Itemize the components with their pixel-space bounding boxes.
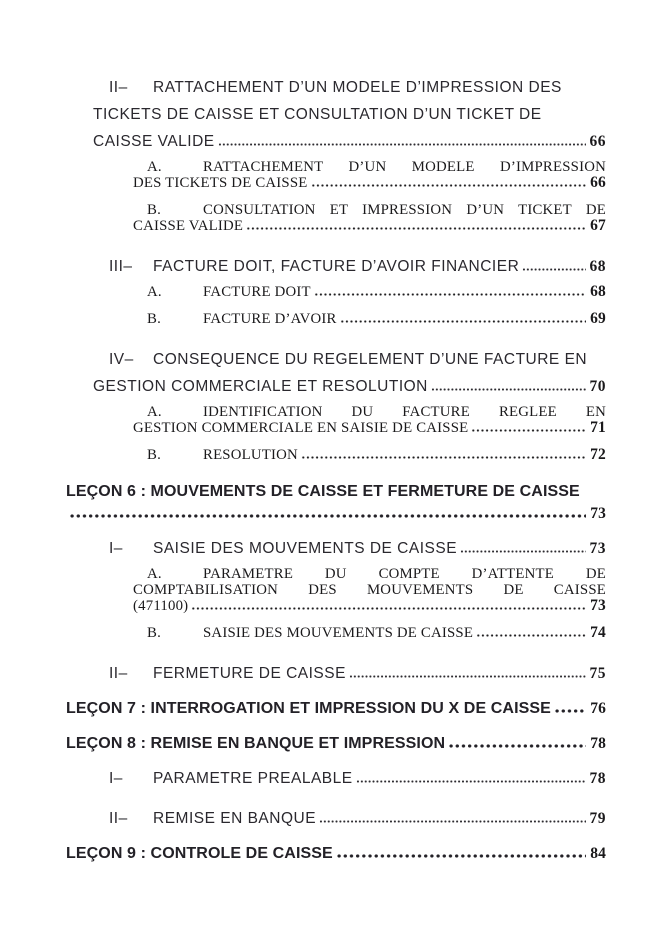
entry-text: CAISSE VALIDE — [133, 218, 244, 234]
toc-entry[interactable] — [66, 733, 606, 755]
toc-entry[interactable] — [66, 481, 606, 525]
page-number: 66 — [590, 174, 606, 191]
dot-leader — [69, 514, 586, 518]
dot-leader — [460, 550, 585, 553]
page-number: 76 — [590, 700, 606, 717]
entry-text: CAISSE VALIDE — [93, 133, 215, 150]
page-number: 79 — [589, 810, 606, 827]
entry-text: GESTION COMMERCIALE EN SAISIE DE CAISSE — [133, 420, 469, 436]
dot-leader — [448, 744, 586, 748]
entry-number: B. — [147, 447, 161, 463]
toc-line — [93, 128, 606, 155]
entry-text: PARAMETRE PREALABLE — [153, 770, 353, 787]
toc-entry[interactable] — [66, 843, 606, 865]
toc-entry[interactable] — [93, 346, 606, 400]
dot-leader — [246, 227, 586, 230]
toc-line — [133, 598, 606, 614]
toc-entry[interactable] — [133, 311, 606, 327]
page-number: 70 — [589, 378, 606, 395]
page-number: 73 — [589, 540, 606, 557]
toc-line — [66, 698, 606, 720]
toc-entry[interactable] — [66, 698, 606, 720]
toc-entry[interactable] — [93, 535, 606, 562]
toc-entry[interactable] — [133, 447, 606, 463]
dot-leader — [349, 675, 586, 678]
entry-text: LEÇON 8 : REMISE EN BANQUE ET IMPRESSION — [66, 735, 446, 752]
dot-leader — [314, 293, 586, 296]
toc-entry[interactable] — [133, 202, 606, 234]
entry-text: CONSEQUENCE DU REGELEMENT D’UNE FACTURE EN — [153, 351, 588, 368]
toc-line — [133, 582, 606, 598]
toc-entry[interactable] — [93, 660, 606, 687]
entry-text: FERMETURE DE CAISSE — [153, 665, 346, 682]
toc-line — [93, 535, 606, 562]
entry-number: B. — [147, 311, 161, 327]
entry-number: II– — [109, 810, 128, 827]
toc-line — [133, 447, 606, 463]
entry-number: IV– — [109, 351, 134, 368]
dot-leader — [471, 429, 586, 432]
toc-line — [93, 373, 606, 400]
entry-text: SAISIE DES MOUVEMENTS DE CAISSE — [153, 540, 458, 557]
toc-line — [133, 420, 606, 436]
page-number: 67 — [590, 217, 606, 234]
entry-text: LEÇON 9 : CONTROLE DE CAISSE — [66, 845, 333, 862]
entry-number: A. — [147, 566, 162, 582]
page-number: 74 — [590, 624, 606, 641]
entry-text: LEÇON 7 : INTERROGATION ET IMPRESSION DU X DE CAISSE — [66, 700, 551, 717]
toc-line — [133, 284, 606, 300]
page-number: 78 — [590, 735, 606, 752]
toc-line — [66, 481, 606, 503]
entry-text: RATTACHEMENT D’UN MODELE D’IMPRESSION DES — [153, 79, 562, 96]
dot-leader — [191, 607, 586, 610]
entry-text: LEÇON 6 : MOUVEMENTS DE CAISSE ET FERMETURE DE CAISSE — [66, 483, 580, 500]
page-number: 75 — [589, 665, 606, 682]
entry-text: RATTACHEMENT D’UN MODELE D’IMPRESSION — [203, 159, 606, 175]
page-number: 84 — [590, 845, 606, 862]
toc-entry[interactable] — [93, 805, 606, 832]
page-number: 71 — [590, 419, 606, 436]
entry-text: IDENTIFICATION DU FACTURE REGLEE EN — [203, 404, 606, 420]
toc-line — [93, 660, 606, 687]
toc-line — [133, 175, 606, 191]
toc-line — [66, 733, 606, 755]
entry-number: I– — [109, 540, 123, 557]
toc-entry[interactable] — [133, 284, 606, 300]
dot-leader — [336, 854, 586, 858]
entry-text: COMPTABILISATION DES MOUVEMENTS DE CAISSE — [133, 582, 606, 598]
dot-leader — [554, 709, 586, 713]
dot-leader — [431, 388, 586, 391]
entry-text: FACTURE DOIT — [203, 284, 311, 300]
toc-line — [93, 101, 606, 128]
toc-entry[interactable] — [133, 404, 606, 436]
toc-line — [66, 503, 606, 525]
toc-line — [93, 74, 606, 101]
dot-leader — [319, 820, 585, 823]
toc-entry[interactable] — [133, 625, 606, 641]
page-number: 66 — [589, 133, 606, 150]
entry-text: TICKETS DE CAISSE ET CONSULTATION D’UN TICKET DE — [93, 106, 542, 123]
toc-entry[interactable] — [133, 566, 606, 614]
entry-number: B. — [147, 202, 161, 218]
entry-number: B. — [147, 625, 161, 641]
page-number: 73 — [590, 505, 606, 522]
dot-leader — [311, 184, 587, 187]
entry-text: (471100) — [133, 598, 189, 614]
toc-line — [133, 566, 606, 582]
entry-text: RESOLUTION — [203, 447, 298, 463]
dot-leader — [218, 143, 586, 146]
page-number: 72 — [590, 446, 606, 463]
dot-leader — [340, 320, 587, 323]
entry-text: DES TICKETS DE CAISSE — [133, 175, 308, 191]
toc-line — [93, 346, 606, 373]
entry-text: GESTION COMMERCIALE ET RESOLUTION — [93, 378, 428, 395]
dot-leader — [301, 456, 586, 459]
page-number: 73 — [590, 597, 606, 614]
entry-text: FACTURE D’AVOIR — [203, 311, 337, 327]
entry-text: FACTURE DOIT, FACTURE D’AVOIR FINANCIER — [153, 258, 520, 275]
entry-number: I– — [109, 770, 123, 787]
page-number: 68 — [590, 283, 606, 300]
toc-line — [133, 218, 606, 234]
toc-line — [93, 805, 606, 832]
entry-text: SAISIE DES MOUVEMENTS DE CAISSE — [203, 625, 474, 641]
page-number: 68 — [589, 258, 606, 275]
dot-leader — [476, 634, 586, 637]
toc-line — [133, 404, 606, 420]
toc-line — [133, 625, 606, 641]
entry-number: III– — [109, 258, 133, 275]
entry-number: II– — [109, 79, 128, 96]
toc-entry[interactable] — [93, 253, 606, 280]
entry-text: REMISE EN BANQUE — [153, 810, 317, 827]
page-number: 78 — [589, 770, 606, 787]
toc-entry[interactable] — [133, 159, 606, 191]
entry-text: CONSULTATION ET IMPRESSION D’UN TICKET DE — [203, 202, 606, 218]
toc-entry[interactable] — [93, 765, 606, 792]
entry-text: PARAMETRE DU COMPTE D’ATTENTE DE — [203, 566, 606, 582]
toc-line — [133, 202, 606, 218]
toc-line — [93, 253, 606, 280]
toc-line — [66, 843, 606, 865]
dot-leader — [522, 268, 585, 271]
page-number: 69 — [590, 310, 606, 327]
entry-number: II– — [109, 665, 128, 682]
toc-entry[interactable] — [93, 74, 606, 155]
toc-line — [133, 311, 606, 327]
entry-number: A. — [147, 404, 162, 420]
entry-number: A. — [147, 284, 162, 300]
entry-number: A. — [147, 159, 162, 175]
toc-line — [133, 159, 606, 175]
dot-leader — [356, 780, 586, 783]
toc-line — [93, 765, 606, 792]
